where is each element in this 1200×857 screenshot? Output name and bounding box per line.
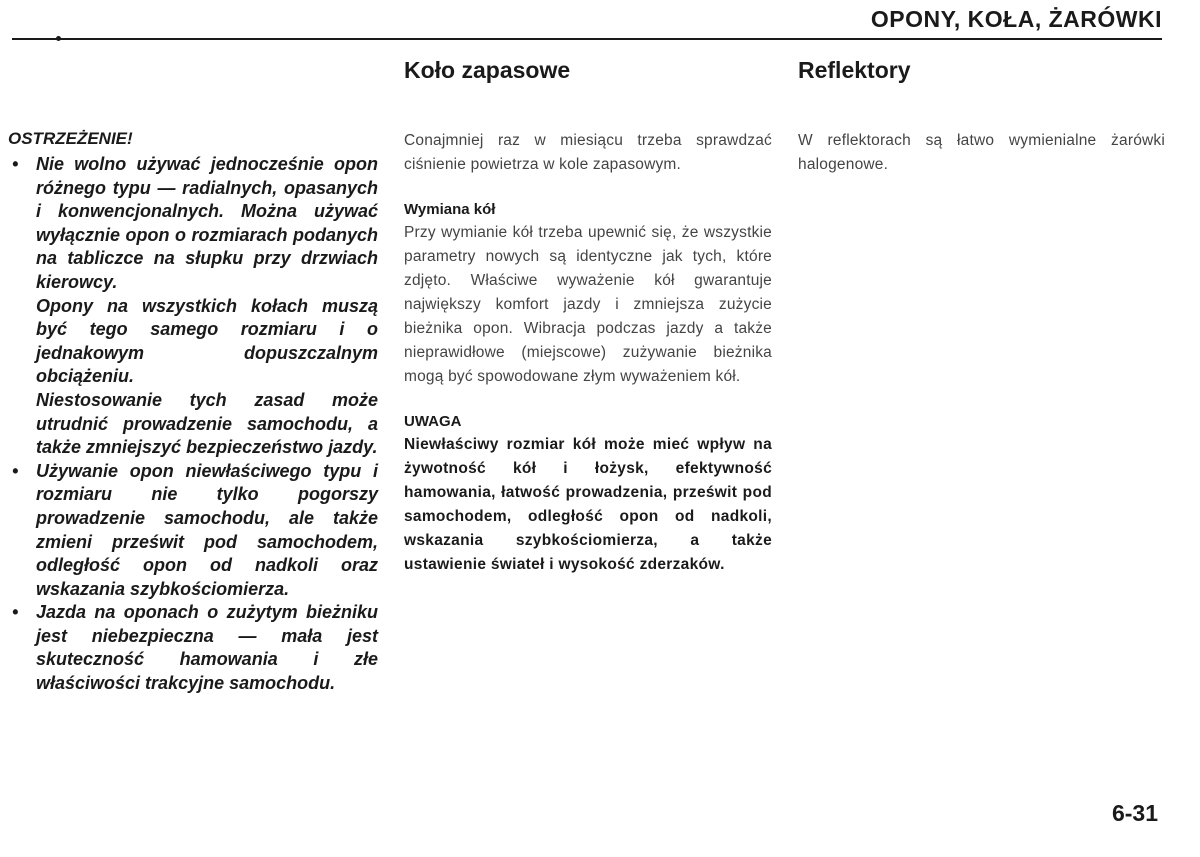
bullet-icon: •: [12, 602, 19, 623]
warning-paragraph: Używanie opon niewłaściwego typu i rozmiaru nie tylko pogorszy prowadzenie samochodu, ale także zmieni prześwit pod samochodem, odległość opon od nadkoli oraz wskazania szybkościomierza.: [36, 460, 378, 599]
warning-paragraph: Jazda na oponach o zużytym bieżniku jest niebezpieczna — mała jest skuteczność hamowania i złe właściwości trakcyjne samochodu.: [36, 602, 378, 694]
warning-paragraph: Nie wolno używać jednocześnie opon różnego typu — radialnych, opasanych i konwencjonalnych. Można używać wyłącznie opon o rozmiarach podanych na tabliczce na słupku przy drzwiach kierowcy.: [36, 154, 378, 292]
chapter-title: OPONY, KOŁA, ŻARÓWKI: [870, 6, 1162, 32]
header-rule: [12, 38, 1162, 40]
header-dot: [56, 36, 61, 41]
wheel-change-text: Przy wymianie kół trzeba upewnić się, że wszystkie parametry nowych są identyczne jak tych, które zdjęto. Właściwe wyważenie kół gwarantuje największy komfort jazdy i zmniejsza zużycie bieżnika opon. Wibracja podczas jazdy a także nieprawidłowe (miejscowe) zużywanie bieżnika mogą być spowodowane złym wyważeniem kół.: [404, 224, 772, 385]
page-number: 6-31: [1111, 800, 1158, 826]
warning-item: [8, 601, 378, 695]
warning-item: [8, 153, 378, 460]
headlights-column: [798, 55, 1165, 177]
spare-wheel-intro: Conajmniej raz w miesiącu trzeba sprawdzać ciśnienie powietrza w kole zapasowym.: [404, 132, 772, 173]
warning-column: [8, 128, 378, 696]
warning-paragraph: Opony na wszystkich kołach muszą być tego samego rozmiaru i o jednakowym dopuszczalnym obciążeniu.: [36, 295, 378, 387]
note-text: Niewłaściwy rozmiar kół może mieć wpływ na żywotność kół i łożysk, efektywność hamowania, łatwość prowadzenia, prześwit pod samochodem, odległość opon od nadkoli, wskazania szybkościomierza, a także ustawienie świateł i wysokość zderzaków.: [404, 436, 772, 573]
spare-wheel-column: [404, 55, 772, 577]
warning-list: [8, 153, 378, 696]
warning-heading: OSTRZEŻENIE!: [8, 129, 133, 148]
headlights-text: W reflektorach są łatwo wymienialne żarówki halogenowe.: [798, 132, 1165, 173]
bullet-icon: •: [12, 154, 19, 174]
bullet-icon: •: [12, 460, 19, 481]
warning-paragraph: Niestosowanie tych zasad może utrudnić prowadzenie samochodu, a także zmniejszyć bezpieczeństwo jazdy.: [36, 389, 378, 458]
warning-item: [8, 460, 378, 602]
note-heading: UWAGA: [404, 413, 462, 430]
spare-wheel-title: Koło zapasowe: [404, 57, 571, 83]
wheel-change-heading: Wymiana kół: [404, 201, 496, 218]
headlights-title: Reflektory: [798, 57, 911, 83]
